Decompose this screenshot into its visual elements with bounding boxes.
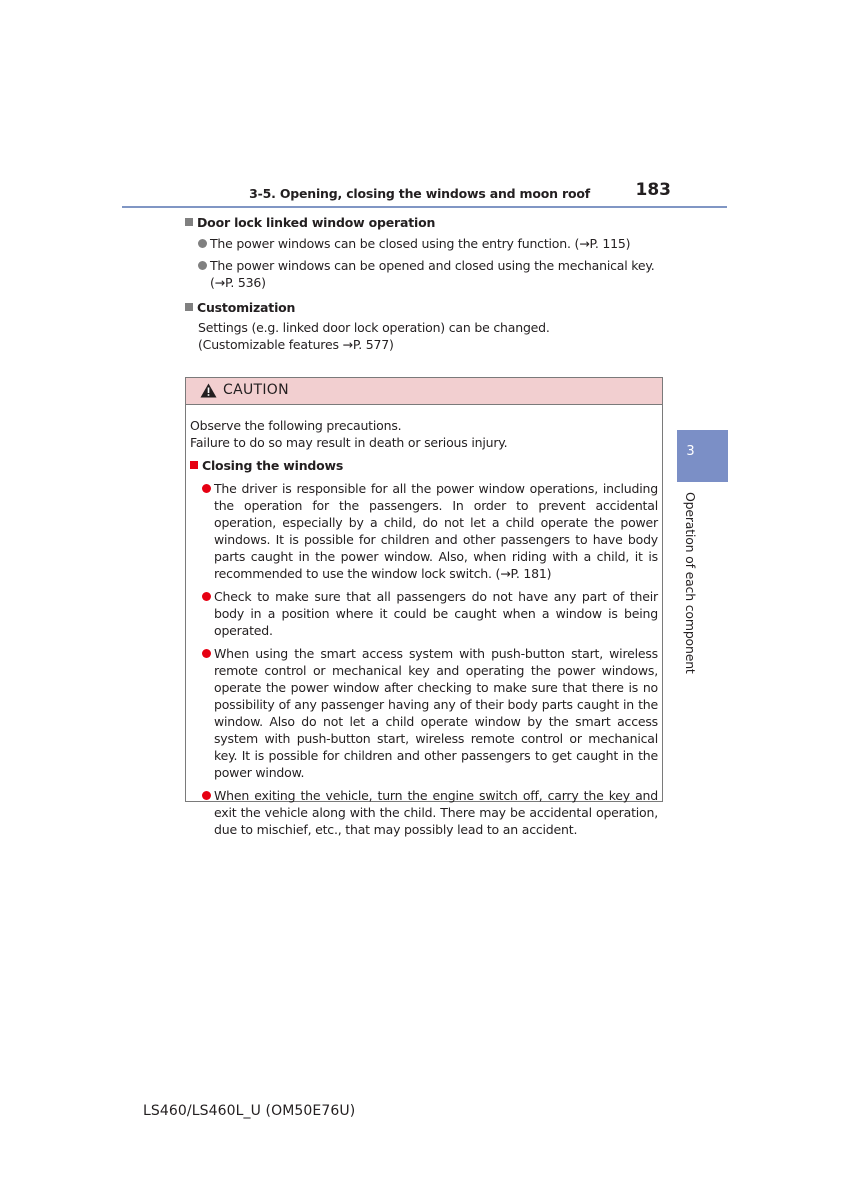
caution-item — [190, 645, 658, 781]
square-bullet-icon — [185, 303, 193, 311]
circle-bullet-icon — [198, 261, 207, 270]
warning-triangle-icon — [200, 383, 217, 398]
page-header — [122, 180, 727, 208]
caution-label: CAUTION — [223, 382, 289, 398]
caution-header — [186, 378, 662, 405]
square-bullet-icon — [185, 218, 193, 226]
caution-intro — [190, 417, 658, 451]
list-item-text: The power windows can be closed using the entry function. (→P. 115) — [210, 236, 631, 251]
chapter-tab-label-text: Operation of each component — [683, 492, 698, 674]
caution-subheading-text: Closing the windows — [202, 458, 344, 473]
caution-intro-line: Failure to do so may result in death or serious injury. — [190, 435, 508, 450]
section-heading — [185, 300, 665, 315]
chapter-number: 3 — [686, 444, 695, 459]
caution-intro-line: Observe the following precautions. — [190, 418, 402, 433]
header-rule — [122, 206, 727, 208]
paragraph-line: Settings (e.g. linked door lock operation) can be changed. — [198, 320, 550, 335]
caution-item-text: Check to make sure that all passengers do not have any part of their body in a position where it could be caught when a window is being operated. — [214, 589, 658, 638]
list-item — [185, 257, 665, 291]
section-heading-text: Customization — [197, 300, 296, 315]
section-customization — [185, 300, 665, 353]
caution-item — [190, 480, 658, 582]
caution-item-text: When using the smart access system with push-button start, wireless remote control or mechanical key and operating the power windows, operate the power window after checking to make sure that there is no possibility of any passenger having any of their body parts caught in the window. Also do not let a child operate window by the smart access system with push-button start, wireless remote control or mechanical key. It is possible for children and other passengers to get caught in the power window. — [214, 646, 658, 780]
caution-item-text: When exiting the vehicle, turn the engine switch off, carry the key and exit the vehicle along with the child. There may be accidental operation, due to mischief, etc., that may possibly lead to an accident. — [214, 788, 658, 837]
chapter-tab — [677, 430, 728, 482]
page-number: 183 — [635, 180, 671, 200]
list-item-text: The power windows can be opened and closed using the mechanical key. — [210, 258, 655, 273]
paragraph-line: (Customizable features →P. 577) — [198, 337, 394, 352]
chapter-title: 3-5. Opening, closing the windows and moon roof — [249, 186, 590, 201]
caution-subheading — [190, 457, 658, 474]
caution-body — [186, 405, 662, 838]
red-circle-bullet-icon — [202, 484, 211, 493]
red-circle-bullet-icon — [202, 592, 211, 601]
section-door-lock-linked — [185, 215, 665, 291]
list-item-text: (→P. 536) — [210, 275, 266, 290]
section-heading-text: Door lock linked window operation — [197, 215, 436, 230]
caution-item-text: The driver is responsible for all the power window operations, including the operation for the passengers. In order to prevent accidental operation, especially by a child, do not let a child operate the power windows. It is possible for children and other passengers to have body parts caught in the power window. Also, when riding with a child, it is recommended to use the window lock switch. (→P. 181) — [214, 481, 658, 581]
caution-item — [190, 787, 658, 838]
caution-item — [190, 588, 658, 639]
caution-box — [185, 377, 663, 837]
section-heading — [185, 215, 665, 230]
red-circle-bullet-icon — [202, 791, 211, 800]
red-square-bullet-icon — [190, 461, 198, 469]
chapter-tab-label — [682, 492, 700, 674]
footer-model-code: LS460/LS460L_U (OM50E76U) — [143, 1103, 356, 1119]
paragraph — [185, 319, 665, 353]
red-circle-bullet-icon — [202, 649, 211, 658]
circle-bullet-icon — [198, 239, 207, 248]
list-item — [185, 235, 665, 252]
